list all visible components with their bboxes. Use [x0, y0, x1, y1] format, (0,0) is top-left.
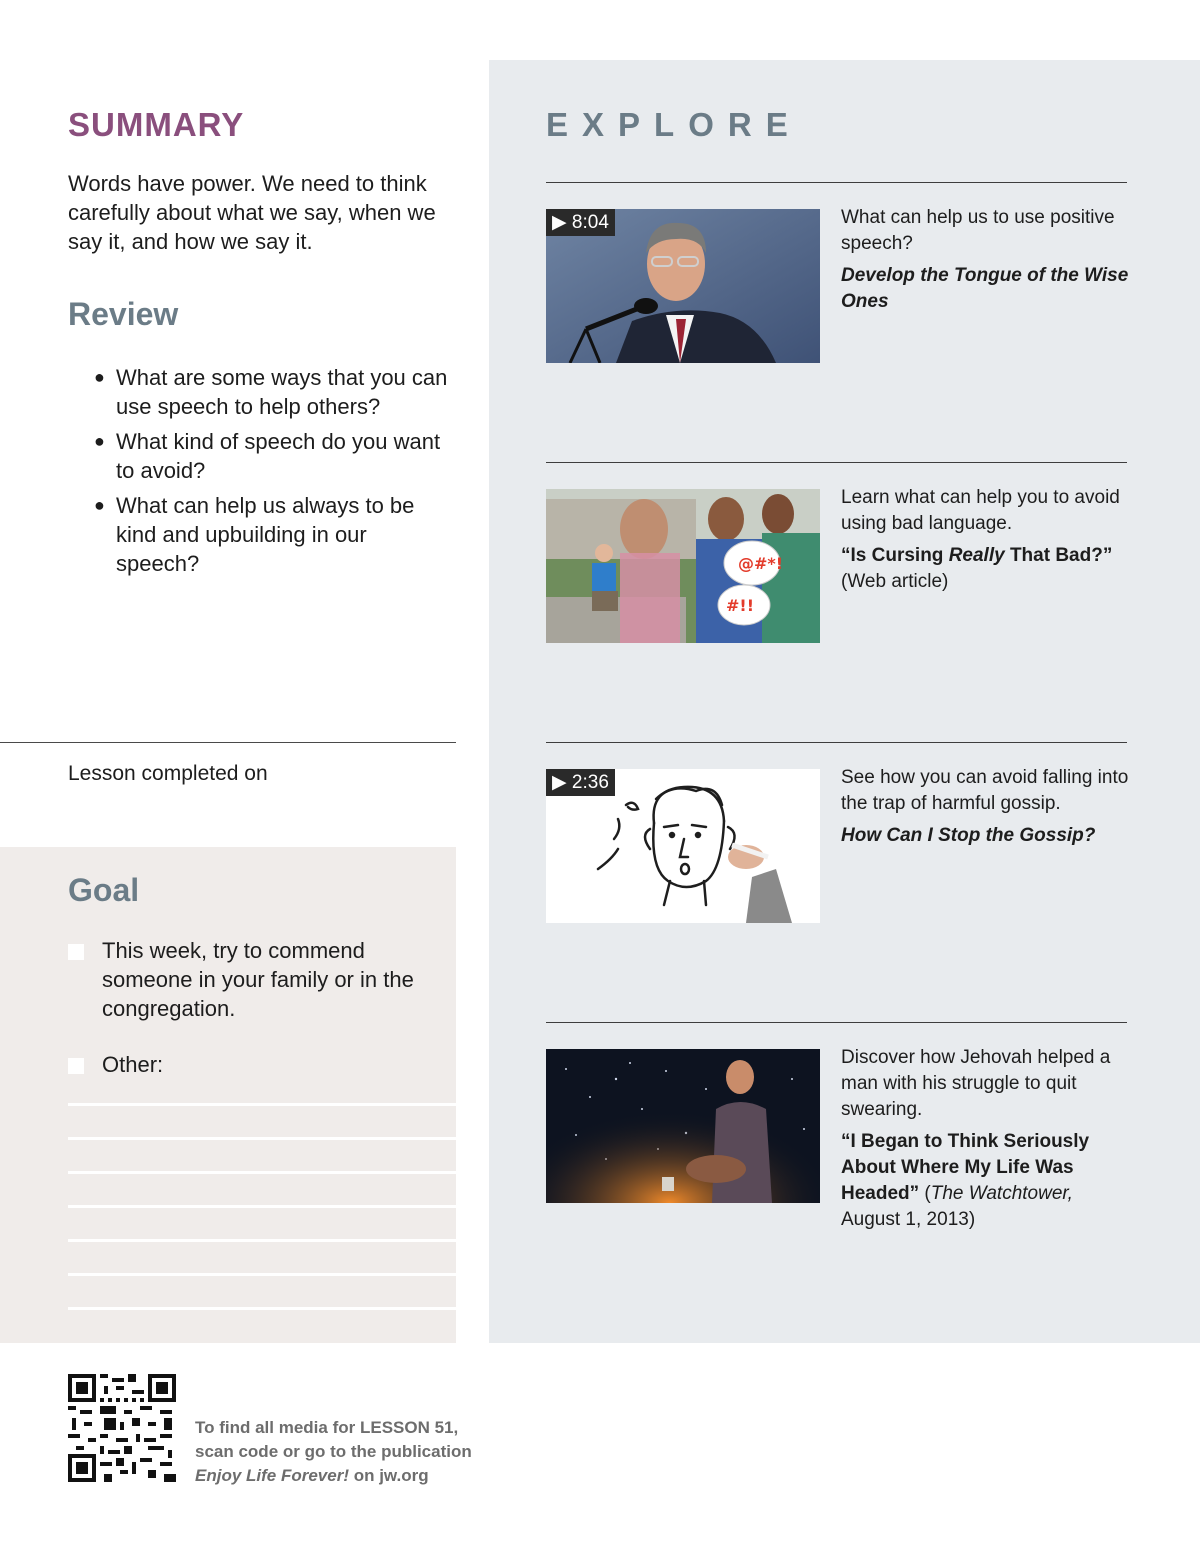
- checkbox[interactable]: [68, 944, 84, 960]
- explore-description: See how you can avoid falling into the trap of harmful gossip. How Can I Stop the Gossip?: [841, 765, 1131, 849]
- article-thumbnail-night[interactable]: [546, 1049, 820, 1203]
- review-item: ● What kind of speech do you want to avoid?: [94, 429, 441, 483]
- write-line[interactable]: [68, 1103, 456, 1106]
- bullet-icon: ●: [94, 495, 105, 515]
- teens-image: [546, 489, 820, 643]
- summary-title: SUMMARY: [68, 106, 245, 143]
- write-line[interactable]: [68, 1205, 456, 1208]
- bullet-icon: ●: [94, 431, 105, 451]
- write-line[interactable]: [68, 1307, 456, 1310]
- publication-link[interactable]: Enjoy Life Forever!: [195, 1466, 349, 1485]
- write-line[interactable]: [68, 1137, 456, 1140]
- explore-description: Learn what can help you to avoid using bad language. “Is Cursing Really That Bad?” (Web article): [841, 485, 1131, 595]
- footer-note: To find all media for LESSON 51, scan code or go to the publication Enjoy Life Forever! on jw.org: [195, 1418, 472, 1485]
- explore-description: What can help us to use positive speech? Develop the Tongue of the Wise Ones: [841, 205, 1131, 315]
- duration-badge: ▶ 2:36: [546, 769, 615, 796]
- duration-badge: ▶ 8:04: [546, 209, 615, 236]
- video-thumbnail-gossip[interactable]: [546, 769, 820, 923]
- night-sky-man-image: [546, 1049, 820, 1203]
- divider: [546, 742, 1127, 743]
- svg-text:@#*!: @#*!: [738, 554, 784, 573]
- divider: [546, 1022, 1127, 1023]
- explore-link[interactable]: “Is Cursing Really That Bad?”: [841, 545, 1113, 566]
- lesson-completed-label: Lesson completed on: [68, 762, 268, 785]
- review-item: ● What can help us always to be kind and upbuilding in our speech?: [94, 493, 415, 576]
- explore-link[interactable]: “I Began to Think Seriously About Where My Life Was Headed” (The Watchtower, August 1, 2013): [841, 1131, 1090, 1230]
- bullet-icon: ●: [94, 367, 105, 387]
- goal-title: Goal: [68, 872, 140, 908]
- explore-title: EXPLORE: [546, 106, 802, 143]
- qr-code[interactable]: [68, 1374, 176, 1482]
- write-line[interactable]: [68, 1239, 456, 1242]
- qr-code-icon: [68, 1374, 176, 1482]
- explore-link[interactable]: How Can I Stop the Gossip?: [841, 825, 1096, 846]
- play-icon: ▶: [552, 772, 567, 793]
- divider: [546, 182, 1127, 183]
- play-icon: ▶: [552, 212, 567, 233]
- explore-link[interactable]: Develop the Tongue of the Wise Ones: [841, 265, 1129, 312]
- checkbox[interactable]: [68, 1058, 84, 1074]
- write-line[interactable]: [68, 1273, 456, 1276]
- divider: [0, 742, 456, 743]
- summary-text: Words have power. We need to think carefully about what we say, when we say it, and how we say it.: [68, 171, 436, 254]
- goal-item-other[interactable]: Other:: [68, 1050, 428, 1079]
- review-item: ● What are some ways that you can use speech to help others?: [94, 365, 448, 419]
- goal-box: [0, 847, 456, 1343]
- review-list: [94, 363, 454, 584]
- video-thumbnail-speaker[interactable]: [546, 209, 820, 363]
- article-thumbnail-teens[interactable]: [546, 489, 820, 643]
- explore-description: Discover how Jehovah helped a man with his struggle to quit swearing. “I Began to Think Seriously About Where My Life Was Headed” (The Watchtower, August 1, 2013): [841, 1045, 1131, 1233]
- svg-text:#!!: #!!: [726, 596, 754, 615]
- write-line[interactable]: [68, 1171, 456, 1174]
- divider: [546, 462, 1127, 463]
- goal-item[interactable]: This week, try to commend someone in your family or in the congregation.: [68, 936, 428, 1023]
- review-title: Review: [68, 296, 179, 332]
